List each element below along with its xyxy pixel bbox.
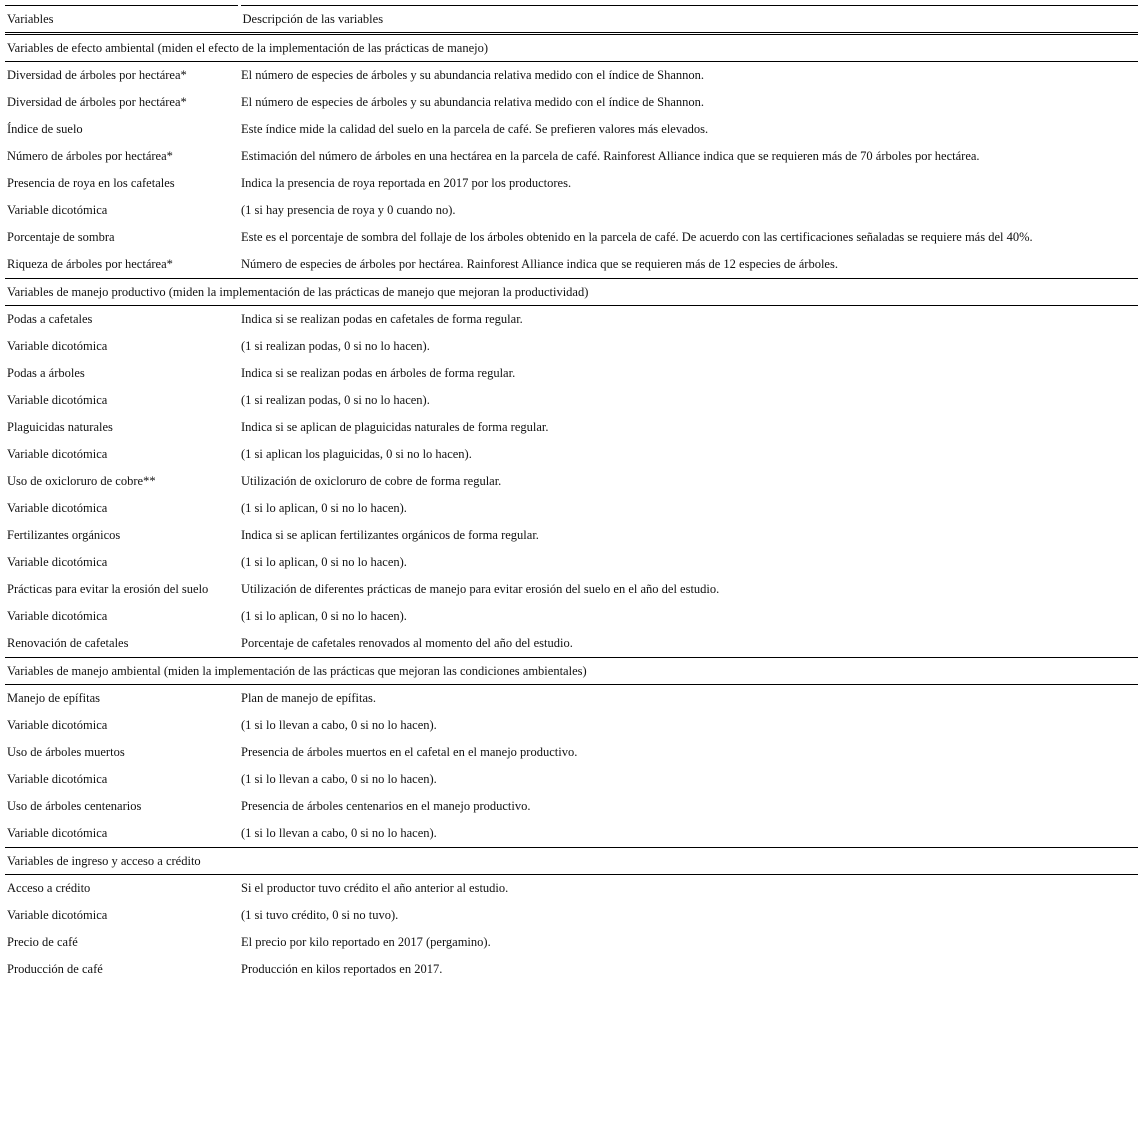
variable-name: Fertilizantes orgánicos bbox=[7, 528, 121, 542]
section-header-row bbox=[5, 658, 1138, 685]
variable-name: Podas a árboles bbox=[7, 366, 85, 380]
variable-description: Utilización de diferentes prácticas de manejo para evitar erosión del suelo en el año del estudio. bbox=[241, 582, 720, 596]
table-row bbox=[5, 495, 1138, 522]
variable-description: Número de especies de árboles por hectárea. Rainforest Alliance indica que se requieren más de 12 especies de árboles. bbox=[241, 257, 838, 271]
table-row bbox=[5, 197, 1138, 224]
variable-name: Variable dicotómica bbox=[7, 718, 108, 732]
variable-name: Prácticas para evitar la erosión del suelo bbox=[7, 582, 209, 596]
section-header-row bbox=[5, 848, 1138, 875]
variable-description: (1 si lo llevan a cabo, 0 si no lo hacen). bbox=[241, 826, 437, 840]
table-body bbox=[5, 6, 1138, 984]
section-header-row bbox=[5, 34, 1138, 62]
table-row bbox=[5, 251, 1138, 279]
variable-name: Variable dicotómica bbox=[7, 339, 108, 353]
variable-name: Uso de oxicloruro de cobre** bbox=[7, 474, 156, 488]
table-row bbox=[5, 902, 1138, 929]
variable-name: Variable dicotómica bbox=[7, 393, 108, 407]
table-row bbox=[5, 793, 1138, 820]
variable-description: Este es el porcentaje de sombra del follaje de los árboles obtenido en la parcela de café. De acuerdo con las certificaciones señaladas se requiere más del 40%. bbox=[241, 230, 1033, 244]
variable-name: Variable dicotómica bbox=[7, 501, 108, 515]
table-row bbox=[5, 224, 1138, 251]
table-row bbox=[5, 685, 1138, 713]
variable-name: Índice de suelo bbox=[7, 122, 83, 136]
variable-description: (1 si lo llevan a cabo, 0 si no lo hacen). bbox=[241, 772, 437, 786]
variable-description: (1 si realizan podas, 0 si no lo hacen). bbox=[241, 393, 430, 407]
variable-name: Variable dicotómica bbox=[7, 609, 108, 623]
variable-name: Uso de árboles centenarios bbox=[7, 799, 142, 813]
table-row bbox=[5, 630, 1138, 658]
section-title: Variables de manejo ambiental (miden la implementación de las prácticas que mejoran las condiciones ambientales) bbox=[5, 658, 1138, 685]
variable-name: Uso de árboles muertos bbox=[7, 745, 125, 759]
variable-name: Variable dicotómica bbox=[7, 203, 108, 217]
variable-description: Indica si se realizan podas en árboles de forma regular. bbox=[241, 366, 516, 380]
variable-name: Variable dicotómica bbox=[7, 908, 108, 922]
variable-description: El precio por kilo reportado en 2017 (pergamino). bbox=[241, 935, 491, 949]
table-row bbox=[5, 603, 1138, 630]
variable-description: (1 si aplican los plaguicidas, 0 si no lo hacen). bbox=[241, 447, 472, 461]
table-row bbox=[5, 875, 1138, 903]
variable-name: Acceso a crédito bbox=[7, 881, 91, 895]
variable-description: (1 si lo llevan a cabo, 0 si no lo hacen). bbox=[241, 718, 437, 732]
table-row bbox=[5, 62, 1138, 90]
table-row bbox=[5, 143, 1138, 170]
table-row bbox=[5, 360, 1138, 387]
variable-description: (1 si tuvo crédito, 0 si no tuvo). bbox=[241, 908, 399, 922]
variable-name: Presencia de roya en los cafetales bbox=[7, 176, 175, 190]
variable-name: Variable dicotómica bbox=[7, 447, 108, 461]
table-row bbox=[5, 929, 1138, 956]
variable-description: Estimación del número de árboles en una hectárea en la parcela de café. Rainforest Alliance indica que se requieren más de 70 árboles por hectárea. bbox=[241, 149, 980, 163]
variable-description: Producción en kilos reportados en 2017. bbox=[241, 962, 443, 976]
variable-description: (1 si lo aplican, 0 si no lo hacen). bbox=[241, 501, 407, 515]
variable-description: (1 si hay presencia de roya y 0 cuando no). bbox=[241, 203, 456, 217]
variable-description: (1 si lo aplican, 0 si no lo hacen). bbox=[241, 609, 407, 623]
variable-description: Indica si se aplican de plaguicidas naturales de forma regular. bbox=[241, 420, 549, 434]
variable-name: Diversidad de árboles por hectárea* bbox=[7, 68, 187, 82]
variable-name: Variable dicotómica bbox=[7, 555, 108, 569]
table-row bbox=[5, 441, 1138, 468]
variable-description: Indica si se aplican fertilizantes orgánicos de forma regular. bbox=[241, 528, 539, 542]
table-row bbox=[5, 387, 1138, 414]
variable-name: Renovación de cafetales bbox=[7, 636, 129, 650]
table-row bbox=[5, 89, 1138, 116]
variable-name: Porcentaje de sombra bbox=[7, 230, 115, 244]
header-description: Descripción de las variables bbox=[239, 6, 1138, 34]
variable-description: Indica la presencia de roya reportada en 2017 por los productores. bbox=[241, 176, 572, 190]
variable-description: (1 si realizan podas, 0 si no lo hacen). bbox=[241, 339, 430, 353]
variable-description: (1 si lo aplican, 0 si no lo hacen). bbox=[241, 555, 407, 569]
variable-name: Plaguicidas naturales bbox=[7, 420, 113, 434]
table-row bbox=[5, 549, 1138, 576]
table-row bbox=[5, 306, 1138, 334]
variable-description: El número de especies de árboles y su abundancia relativa medido con el índice de Shannon. bbox=[241, 68, 705, 82]
variable-name: Diversidad de árboles por hectárea* bbox=[7, 95, 187, 109]
table-row bbox=[5, 333, 1138, 360]
header-variables: Variables bbox=[5, 6, 239, 34]
table-row bbox=[5, 766, 1138, 793]
variable-name: Precio de café bbox=[7, 935, 78, 949]
variable-description: Presencia de árboles centenarios en el manejo productivo. bbox=[241, 799, 531, 813]
table-row bbox=[5, 820, 1138, 848]
table-row bbox=[5, 170, 1138, 197]
variable-name: Manejo de epífitas bbox=[7, 691, 101, 705]
table-row bbox=[5, 522, 1138, 549]
variable-name: Variable dicotómica bbox=[7, 772, 108, 786]
section-title: Variables de efecto ambiental (miden el efecto de la implementación de las prácticas de manejo) bbox=[5, 34, 1138, 62]
variable-name: Número de árboles por hectárea* bbox=[7, 149, 173, 163]
section-title: Variables de ingreso y acceso a crédito bbox=[5, 848, 1138, 875]
table-header-row bbox=[5, 6, 1138, 34]
table-row bbox=[5, 739, 1138, 766]
variable-name: Riqueza de árboles por hectárea* bbox=[7, 257, 173, 271]
variable-name: Producción de café bbox=[7, 962, 103, 976]
variable-description: Utilización de oxicloruro de cobre de forma regular. bbox=[241, 474, 502, 488]
table-row bbox=[5, 116, 1138, 143]
table-row bbox=[5, 414, 1138, 441]
variables-table bbox=[5, 5, 1138, 983]
variable-description: Este índice mide la calidad del suelo en la parcela de café. Se prefieren valores más elevados. bbox=[241, 122, 709, 136]
table-row bbox=[5, 712, 1138, 739]
variable-name: Podas a cafetales bbox=[7, 312, 93, 326]
variable-name: Variable dicotómica bbox=[7, 826, 108, 840]
section-header-row bbox=[5, 279, 1138, 306]
variable-description: Si el productor tuvo crédito el año anterior al estudio. bbox=[241, 881, 509, 895]
table-row bbox=[5, 956, 1138, 983]
section-title: Variables de manejo productivo (miden la implementación de las prácticas de manejo que mejoran la productividad) bbox=[5, 279, 1138, 306]
variable-description: El número de especies de árboles y su abundancia relativa medido con el índice de Shannon. bbox=[241, 95, 705, 109]
variable-description: Plan de manejo de epífitas. bbox=[241, 691, 377, 705]
variable-description: Presencia de árboles muertos en el cafetal en el manejo productivo. bbox=[241, 745, 578, 759]
table-row bbox=[5, 468, 1138, 495]
variable-description: Porcentaje de cafetales renovados al momento del año del estudio. bbox=[241, 636, 573, 650]
variable-description: Indica si se realizan podas en cafetales de forma regular. bbox=[241, 312, 523, 326]
table-row bbox=[5, 576, 1138, 603]
